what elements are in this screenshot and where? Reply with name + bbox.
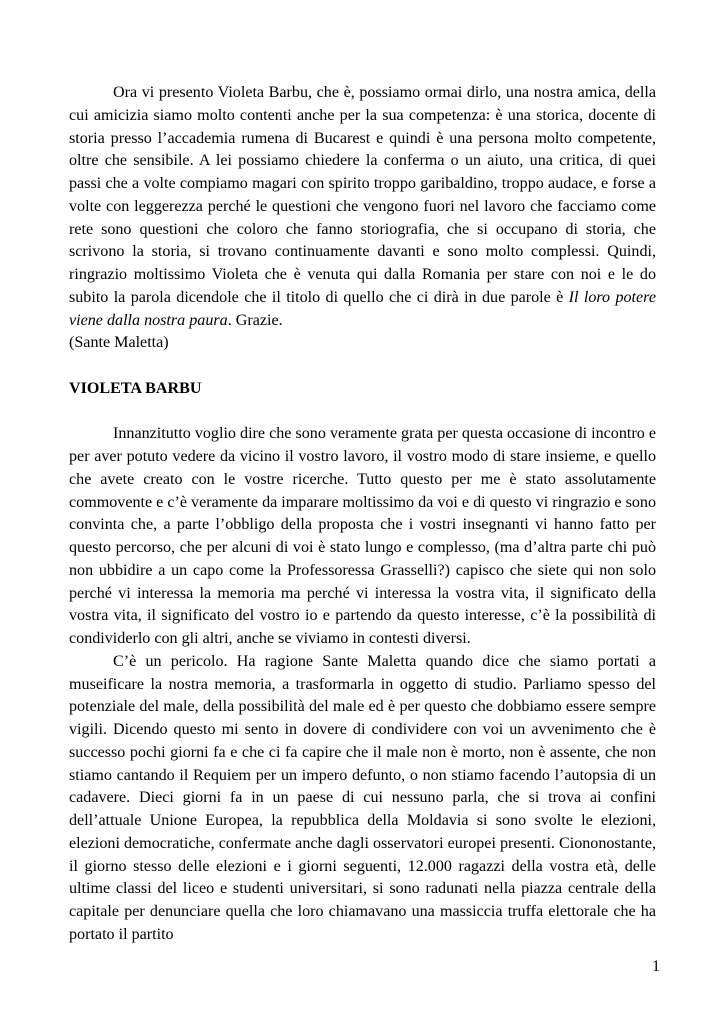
document-body — [69, 82, 656, 947]
intro-attribution: (Sante Maletta) — [69, 334, 169, 352]
body-paragraph-1: Innanzitutto voglio dire che sono veramente grata per questa occasione di incontro e per aver potuto vedere da vicino il vostro lavoro, il vostro modo di stare insieme, e quello che avete creato con le vostre ricerche. Tutto questo per me è stato assolutamente commovente e c’è veramente da imparare moltissimo da voi e di questo vi ringrazio e sono convinta che, a parte l’obbligo della proposta che i vostri insegnanti vi hanno fatto per questo percorso, che per alcuni di voi è stato lungo e complesso, (ma d’altra parte chi può non ubbidire a un capo come la Professoressa Grasselli?) capisco che siete qui non solo perché vi interessa la memoria ma perché vi interessa la vostra vita, il significato della vostra vita, il significato del vostro io e partendo da questo interesse, c’è la possibilità di condividerlo con gli altri, anche se viviamo in contesti diversi. — [69, 425, 656, 647]
speaker-heading: VIOLETA BARBU — [69, 379, 202, 397]
intro-text: Ora vi presento Violeta Barbu, che è, possiamo ormai dirlo, una nostra amica, della cui amicizia siamo molto contenti anche per la sua competenza: è una storica, docente di storia presso l’accademia rumena di Bucarest e quindi è una persona molto competente, oltre che sensibile. A lei possiamo chiedere la conferma o un aiuto, una critica, di quei passi che a volte compiamo magari con spirito troppo garibaldino, troppo audace, e forse a volte con leggerezza perché le questioni che vengono fuori nel lavoro che facciamo come rete sono questioni che coloro che fanno storiografia, che si occupano di storia, che scrivono la storia, si trovano continuamente davanti e sono molto complessi. Quindi, ringrazio moltissimo Violeta che è venuta qui dalla Romania per stare con noi e le do subito la parola dicendole che il titolo di quello che ci dirà in due parole è — [69, 84, 656, 306]
intro-closing: . Grazie. — [227, 311, 283, 329]
intro-paragraph — [69, 82, 656, 355]
talk-title: Il loro potere viene dalla nostra paura — [69, 288, 656, 329]
body-paragraph-2: C’è un pericolo. Ha ragione Sante Maletta quando dice che siamo portati a museificare la nostra memoria, a trasformarla in oggetto di studio. Parliamo spesso del potenziale del male, della possibilità del male ed è per questo che dobbiamo essere sempre vigili. Dicendo questo mi sento in dovere di condividere con voi un avvenimento che è successo pochi giorni fa e che ci fa capire che il male non è morto, non è assente, che non stiamo cantando il Requiem per un impero defunto, o non stiamo facendo l’autopsia di un cadavere. Dieci giorni fa in un paese di cui nessuno parla, che si trova ai confini dell’attuale Unione Europea, la repubblica della Moldavia si sono svolte le elezioni, elezioni democratiche, confermate anche dagli osservatori europei presenti. Ciononostante, il giorno stesso delle elezioni e i giorni seguenti, 12.000 ragazzi della vostra età, delle ultime classi del liceo e studenti universitari, si sono radunati nella piazza centrale della capitale per denunciare quella che loro chiamavano una massiccia truffa elettorale che ha portato il partito — [69, 652, 656, 943]
page-number: 1 — [652, 958, 660, 975]
